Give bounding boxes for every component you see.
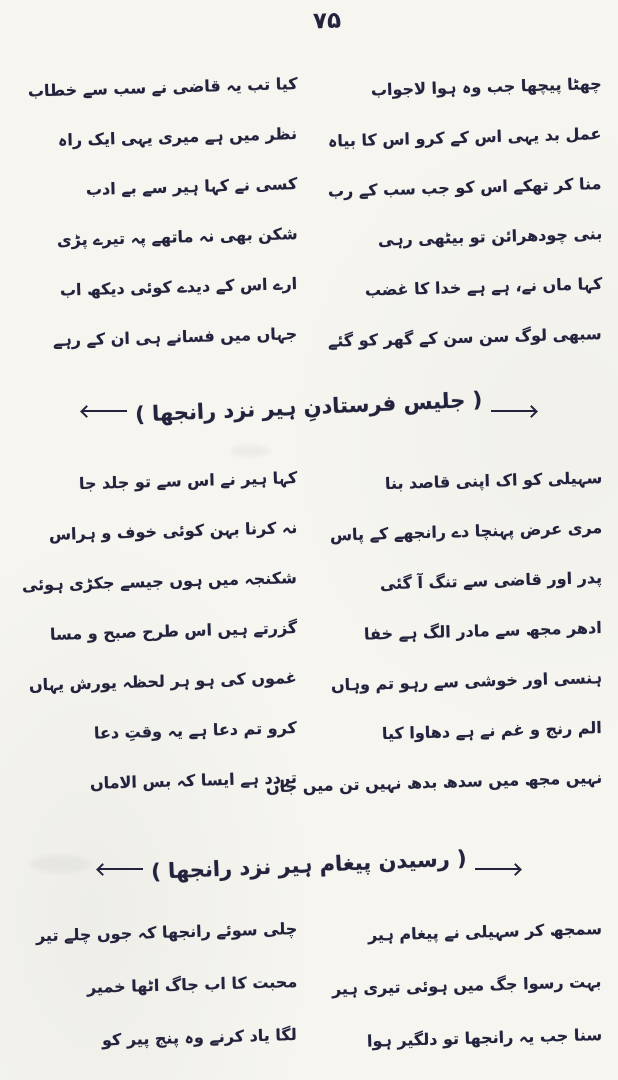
hemistich-second — [16, 717, 298, 743]
hemistich-first — [321, 667, 603, 695]
hemistich-first — [321, 919, 603, 945]
hemistich-second — [16, 273, 298, 300]
verse-row — [16, 1008, 602, 1061]
hemistich-first — [321, 717, 603, 743]
verse-text: عمل بد یہی اس کے کرو اس کا بیاہ — [328, 123, 603, 151]
hemistich-second — [16, 223, 298, 250]
heading-flourish-left — [99, 868, 143, 870]
hemistich-first — [265, 767, 603, 796]
hemistich-second — [16, 972, 298, 997]
verse-text: محبت کا اب جاگ اٹھا خمیر — [86, 972, 298, 997]
verse-text: کہا ہیر نے اس سے تو جلد جا — [78, 467, 298, 493]
verse-text: سمجھ کر سہیلی نے پیغام ہیر — [367, 919, 603, 945]
verse-row — [16, 258, 602, 308]
hemistich-second — [16, 173, 298, 199]
hemistich-first — [321, 173, 603, 201]
verse-row — [16, 158, 602, 208]
hemistich-first — [321, 517, 603, 545]
verse-row — [16, 652, 602, 702]
hemistich-first — [321, 617, 603, 644]
verse-row — [16, 308, 602, 358]
hemistich-second — [16, 767, 298, 793]
hemistich-first — [321, 273, 603, 300]
stanza-2 — [16, 452, 602, 802]
page-number: ۷۵ — [312, 7, 342, 35]
hemistich-first — [321, 467, 603, 493]
verse-text: کرو تم دعا ہے یہ وقتِ دعا — [93, 717, 298, 743]
verse-text: مری عرض پہنچا دے رانجھے کے پاس — [329, 517, 603, 545]
verse-text: نہیں مجھ میں سدھ بدھ نہیں تن میں جاں — [265, 767, 603, 796]
hemistich-second — [16, 73, 298, 101]
stanza-1 — [16, 58, 602, 358]
verse-text: نظر میں ہے میری یہی ایک راہ — [57, 123, 298, 150]
heading-flourish-right — [491, 410, 535, 412]
verse-text: شکن بھی نہ ماتھے پہ تیرے پڑی — [56, 223, 298, 250]
verse-row — [16, 108, 602, 158]
verse-row — [16, 552, 602, 602]
verse-row — [16, 208, 602, 258]
verse-text: ادھر مجھ سے مادر الگ ہے خفا — [363, 617, 603, 644]
hemistich-second — [16, 567, 298, 595]
verse-text: چلی سوئے رانجھا کہ جوں چلے تیر — [35, 919, 298, 946]
hemistich-first — [321, 73, 603, 99]
verse-text: شکنجہ میں ہوں جیسے جکڑی ہوئی — [21, 567, 298, 595]
hemistich-second — [16, 919, 298, 946]
hemistich-second — [16, 667, 298, 694]
hemistich-first — [321, 323, 603, 351]
hemistich-second — [16, 617, 298, 644]
hemistich-first — [321, 972, 603, 999]
section-heading-2 — [0, 836, 618, 894]
hemistich-second — [16, 323, 298, 350]
verse-text: ارے اس کے دیدے کوئی دیکھ اب — [59, 273, 298, 300]
heading-flourish-left — [83, 410, 127, 412]
section-heading-1 — [0, 378, 618, 436]
verse-text: جہاں میں فسانے ہی ان کے رہے — [52, 323, 298, 350]
verse-row — [16, 702, 602, 752]
verse-row — [16, 752, 602, 802]
stanza-3 — [16, 902, 602, 1061]
verse-text: کیا تب یہ قاضی نے سب سے خطاب — [27, 73, 298, 101]
verse-text: الم رنج و غم نے ہے دھاوا کیا — [381, 717, 603, 743]
verse-row — [16, 902, 602, 955]
verse-text: تردد ہے ایسا کہ بس الاماں — [89, 767, 298, 793]
verse-text: گزرتے ہیں اس طرح صبح و مسا — [49, 617, 298, 644]
verse-row — [16, 502, 602, 552]
heading-flourish-right — [475, 868, 519, 870]
section-heading-text: ( جلیس فرستادنِ ہیر نزد رانجھا ) — [134, 387, 484, 427]
verse-text: چھٹا پیچھا جب وہ ہوا لاجواب — [370, 73, 603, 99]
verse-text: کہا ماں نے، ہے ہے خدا کا غضب — [364, 273, 603, 300]
verse-row — [16, 602, 602, 652]
section-heading-text: ( رسیدن پیغام ہیر نزد رانجھا ) — [150, 846, 468, 884]
hemistich-first — [321, 567, 603, 593]
hemistich-second — [16, 467, 298, 493]
hemistich-first — [321, 223, 603, 249]
verse-text: ہنسی اور خوشی سے رہو تم وہاں — [330, 667, 603, 695]
hemistich-first — [321, 123, 603, 151]
verse-text: لگا یاد کرنے وہ پنج پیر کو — [102, 1025, 298, 1050]
verse-text: بنی چودھرائن تو بیٹھی رہی — [377, 223, 603, 249]
hemistich-second — [16, 517, 298, 544]
verse-text: کسی نے کہا ہیر سے بے ادب — [85, 173, 298, 199]
verse-text: سہیلی کو اک اپنی قاصد بنا — [384, 467, 603, 493]
hemistich-second — [16, 123, 298, 150]
verse-text: نہ کرنا بہن کوئی خوف و ہراس — [48, 517, 298, 544]
verse-text: سبھی لوگ سن سن کے گھر کو گئے — [327, 323, 603, 351]
hemistich-first — [321, 1025, 603, 1051]
verse-row — [16, 452, 602, 502]
verse-text: سنا جب یہ رانجھا تو دلگیر ہوا — [366, 1025, 603, 1051]
verse-row — [16, 58, 602, 108]
hemistich-second — [16, 1025, 298, 1050]
verse-text: بہت رسوا جگ میں ہوئی تیری ہیر — [332, 972, 603, 999]
verse-text: غموں کی ہو ہر لحظہ یورش یہاں — [29, 667, 298, 694]
verse-row — [16, 955, 602, 1008]
verse-text: منا کر تھکے اس کو جب سب کے رب — [328, 173, 603, 201]
verse-text: پدر اور قاضی سے تنگ آ گئی — [379, 567, 603, 593]
